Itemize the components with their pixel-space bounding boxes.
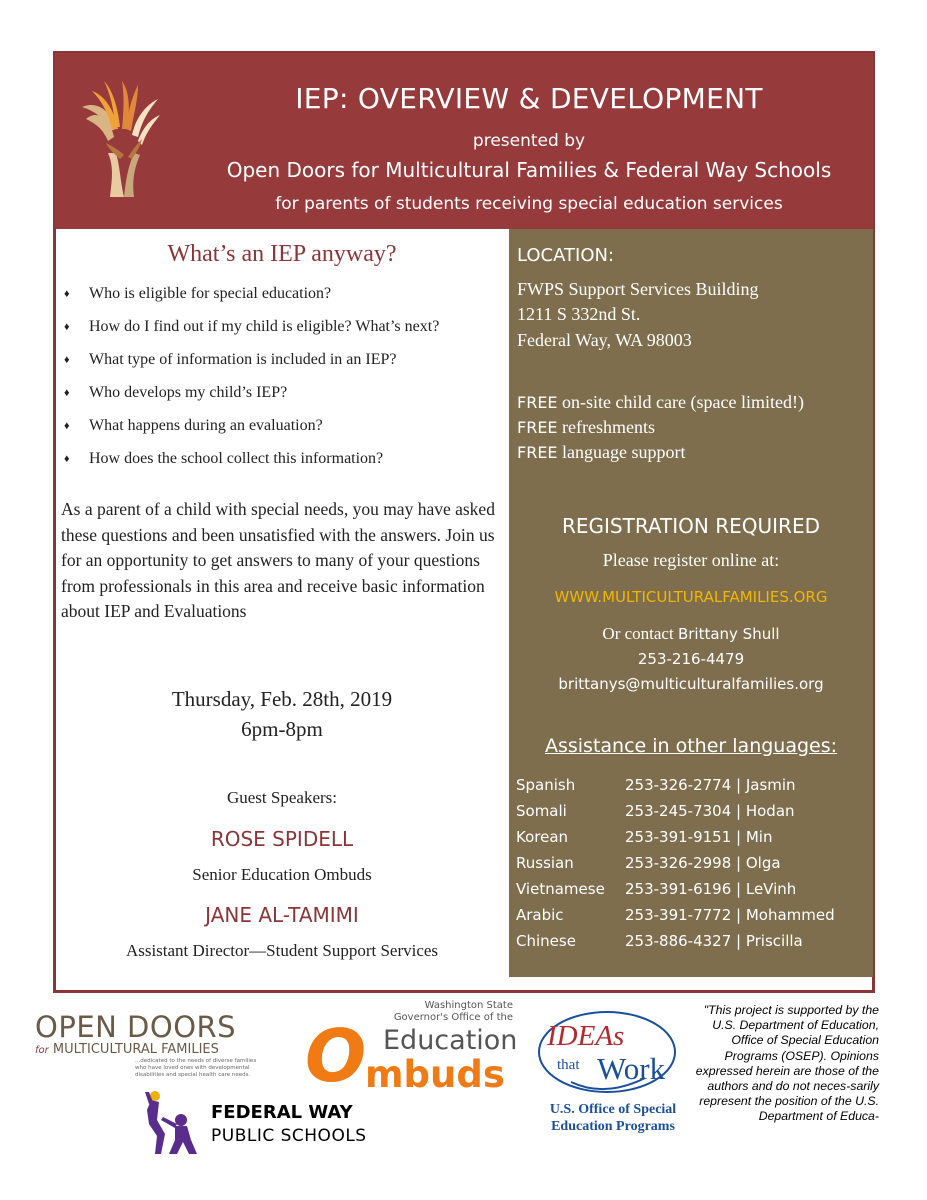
location-label: LOCATION: <box>517 245 615 266</box>
perk-line: FREE refreshments <box>517 417 656 437</box>
list-item: ♦ How does the school collect this information? <box>64 448 504 469</box>
open-doors-logo: OPEN DOORS for MULTICULTURAL FAMILIES ...dedicated to the needs of diverse families who have loved ones with developmental disabilities and special health care needs. <box>35 1010 257 1078</box>
address-line: FWPS Support Services Building <box>517 279 759 299</box>
children-figures-icon <box>145 1090 203 1156</box>
header-banner <box>55 53 873 229</box>
organizers: Open Doors for Multicultural Families & Federal Way Schools <box>226 158 832 182</box>
speaker-name: JANE AL-TAMIMI <box>205 903 359 927</box>
funding-disclaimer: "This project is supported by the U.S. Department of Education, Office of Special Education Programs (OSEP). Opinions expressed herein are those of the authors and do not neces-sarily represent the position of the U.S. Department of Educa- <box>695 1003 879 1124</box>
contact-email-link[interactable]: brittanys@multiculturalfamilies.org <box>558 675 824 693</box>
diamond-bullet-icon: ♦ <box>64 321 70 333</box>
list-item: ♦ What happens during an evaluation? <box>64 415 504 436</box>
list-item: ♦ What type of information is included in an IEP? <box>64 349 504 370</box>
diamond-bullet-icon: ♦ <box>64 387 70 399</box>
register-online-text: Please register online at: <box>602 550 780 570</box>
address-line: Federal Way, WA 98003 <box>517 330 692 350</box>
diamond-bullet-icon: ♦ <box>64 420 70 432</box>
list-item: ♦ How do I find out if my child is eligible? What’s next? <box>64 316 504 337</box>
website-link[interactable]: WWW.MULTICULTURALFAMILIES.ORG <box>554 588 828 606</box>
contact-phone: 253-216-4479 <box>637 650 745 668</box>
left-column <box>56 229 508 991</box>
list-item: ♦ Who is eligible for special education? <box>64 283 504 304</box>
contact-name: Brittany Shull <box>677 625 780 643</box>
diamond-bullet-icon: ♦ <box>64 453 70 465</box>
presented-by: presented by <box>472 131 586 151</box>
contact-line: Or contact Brittany Shull <box>602 624 780 643</box>
perk-line: FREE on-site child care (space limited!) <box>517 392 804 412</box>
description-paragraph: As a parent of a child with special needs, you may have asked these questions and been unsatisfied with the answers. Join us for an opportunity to get answers to many of your questions from professionals in this area and receive basic information about IEP and Evaluations <box>61 499 495 621</box>
questions-list <box>64 283 504 481</box>
education-ombuds-logo: Washington State Governor's Office of the Education O mbuds <box>305 1000 518 1098</box>
event-date: Thursday, Feb. 28th, 2019 <box>171 687 393 711</box>
audience-line: for parents of students receiving special education services <box>275 194 783 214</box>
diamond-bullet-icon: ♦ <box>64 354 70 366</box>
ideas-that-work-logo: IDEAs that Work U.S. Office of Special Education Programs <box>533 1008 693 1136</box>
section-heading: What’s an IEP anyway? <box>167 241 397 267</box>
languages-heading: Assistance in other languages: <box>544 735 838 757</box>
hands-tree-logo-icon <box>80 79 162 197</box>
guest-speakers-label: Guest Speakers: <box>226 788 337 807</box>
address-line: 1211 S 332nd St. <box>517 304 641 324</box>
federal-way-logo: FEDERAL WAY PUBLIC SCHOOLS <box>145 1090 405 1160</box>
registration-heading: REGISTRATION REQUIRED <box>562 514 820 538</box>
event-title: IEP: OVERVIEW & DEVELOPMENT <box>295 82 763 115</box>
perk-line: FREE language support <box>517 442 686 462</box>
speaker-role: Senior Education Ombuds <box>192 865 372 884</box>
diamond-bullet-icon: ♦ <box>64 288 70 300</box>
list-item: ♦ Who develops my child’s IEP? <box>64 382 504 403</box>
right-column: LOCATION: FWPS Support Services Building 1211 S 332nd St. Federal Way, WA 98003 FREE on-site child care (space limited!) FREE refreshments FREE language support REGISTRATION REQUIRED Please register online at: WWW.MULTICULTURALFAMILIES.ORG Or contact Brittany Shull 253-216-4479 brittanys@multiculturalfamilies.org Assistance in other languages: Spanish 253-326-2774 | Jasmin Somali 253-245-7304 | Hodan Korean 253-391-9151 | Min Russian 253-326-2998 | Olga Vietnamese 253-391-6196 | LeVinh Arabic 253-391-7772 | Mohammed Chinese 253-886-4327 | Priscilla <box>509 229 873 977</box>
speaker-role: Assistant Director—Student Support Services <box>125 941 439 960</box>
speaker-name: ROSE SPIDELL <box>210 827 354 851</box>
event-time: 6pm-8pm <box>241 717 323 741</box>
